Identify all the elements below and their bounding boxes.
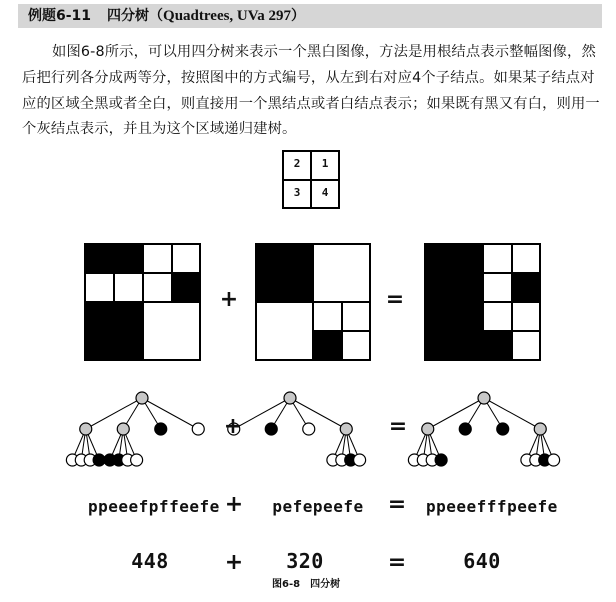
tree-edge [86, 398, 142, 429]
body-paragraph: 如图6-8所示，可以用四分树来表示一个黑白图像，方法是用根结点表示整幅图像，然后把行列各分成两等分，按照图中的方式编号，从左到右对应4个子结点。如果某子结点对应的区域全黑或者全白，则直接用一个黑结点或者白结点表示；如果既有黑又有白，则用一个灰结点表示，并且为这个区域递归建树。 [22, 44, 600, 138]
gray-node [136, 392, 148, 404]
plus-operator-strings: + [224, 492, 244, 517]
white-node [192, 423, 204, 435]
image-left [85, 244, 200, 360]
quadtree-diagrams [66, 392, 559, 466]
equals-operator-strings: = [387, 492, 407, 517]
title-cn: 四分树（ [107, 8, 164, 24]
white-node [131, 454, 143, 466]
gray-node [340, 423, 352, 435]
figure-caption: 图6-8 四分树 [272, 579, 341, 590]
gray-node [80, 423, 92, 435]
white-node [354, 454, 366, 466]
quadrant-number-4: 4 [321, 186, 329, 199]
gray-node [478, 392, 490, 404]
image-right [425, 244, 540, 360]
string-middle: pefepeefe [272, 497, 364, 516]
quadrant-number-1: 1 [321, 157, 329, 170]
count-middle: 320 [286, 549, 324, 573]
image-middle [256, 244, 370, 360]
plus-operator-trees: + [223, 414, 243, 439]
gray-node [284, 392, 296, 404]
example-label: 例题6-11 [28, 8, 92, 24]
equals-operator-trees: = [388, 414, 408, 439]
string-right: ppeeefffpeefe [426, 497, 558, 516]
string-left: ppeeefpffeefe [88, 497, 220, 516]
quadrant-number-3: 3 [293, 186, 301, 199]
equals-operator-images: = [385, 287, 405, 312]
quadrant-number-2: 2 [293, 157, 301, 170]
black-node [497, 423, 509, 435]
title-en: Quadtrees, UVa 297 [163, 8, 291, 24]
black-node [155, 423, 167, 435]
gray-node [117, 423, 129, 435]
white-node [548, 454, 560, 466]
black-node [435, 454, 447, 466]
gray-node [422, 423, 434, 435]
plus-operator-images: + [219, 287, 239, 312]
title-close: ） [290, 8, 305, 24]
tree-edge [484, 398, 540, 429]
white-node [303, 423, 315, 435]
count-left: 448 [131, 549, 169, 573]
plus-operator-counts: + [224, 550, 244, 575]
black-node [265, 423, 277, 435]
tree-edge [290, 398, 346, 429]
tree-edge [428, 398, 484, 429]
black-node [459, 423, 471, 435]
count-right: 640 [463, 549, 501, 573]
equals-operator-counts: = [387, 550, 407, 575]
gray-node [534, 423, 546, 435]
tree-edge [142, 398, 198, 429]
